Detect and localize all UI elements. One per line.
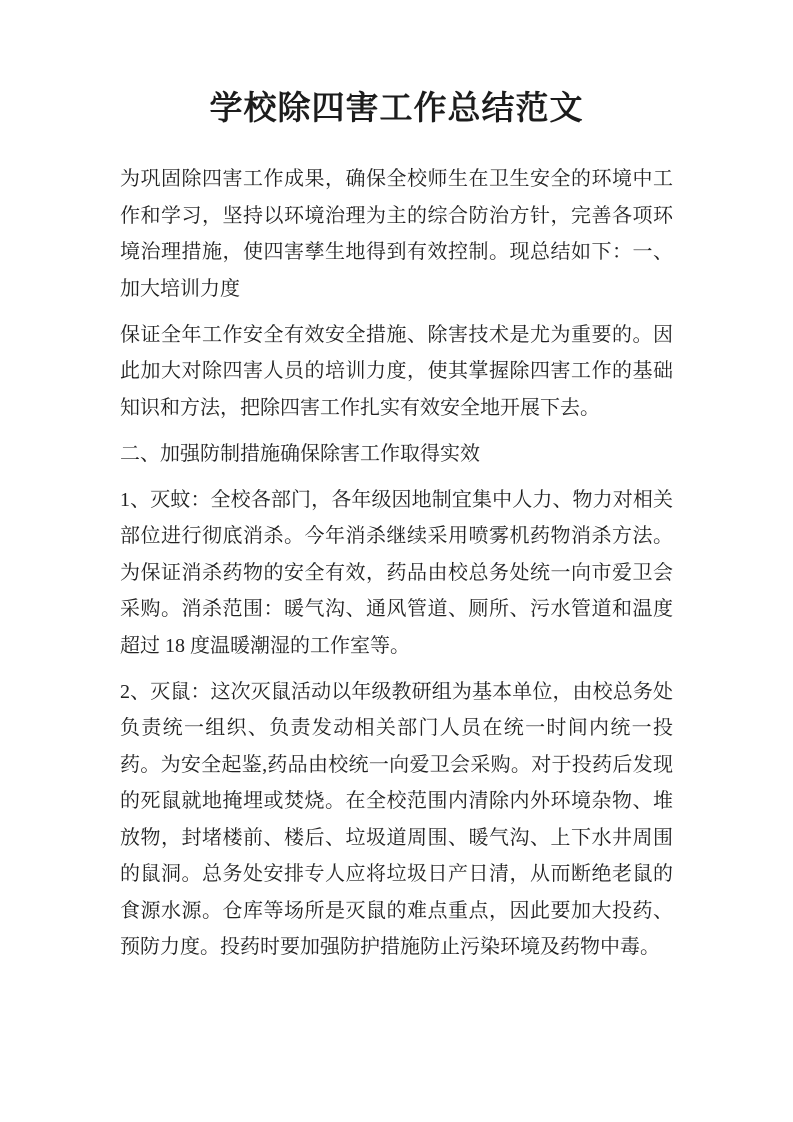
paragraph-mosquito-control: 1、灭蚊：全校各部门，各年级因地制宜集中人力、物力对相关部位进行彻底消杀。今年消杀继续采用喷雾机药物消杀方法。为保证消杀药物的安全有效，药品由校总务处统一向市爱卫会采购。消杀范围：暖气沟、通风管道、厕所、污水管道和温度超过 18 度温暖潮湿的工作室等。 (120, 488, 673, 657)
paragraph-rodent-control: 2、灭鼠：这次灭鼠活动以年级教研组为基本单位，由校总务处负责统一组织、负责发动相关部门人员在统一时间内统一投药。为安全起鉴,药品由校统一向爱卫会采购。对于投药后发现的死鼠就地掩埋或焚烧。在全校范围内清除内外环境杂物、堆放物，封堵楼前、楼后、垃圾道周围、暖气沟、上下水井周围的鼠洞。总务处安排专人应将垃圾日产日清，从而断绝老鼠的食源水源。仓库等场所是灭鼠的难点重点，因此要加大投药、预防力度。投药时要加强防护措施防止污染环境及药物中毒。 (120, 680, 673, 958)
paragraph-intro: 为巩固除四害工作成果，确保全校师生在卫生安全的环境中工作和学习，坚持以环境治理为主的综合防治方针，完善各项环境治理措施，使四害孳生地得到有效控制。现总结如下：一、加大培训力度 (120, 168, 673, 300)
paragraph-section-heading: 二、加强防制措施确保除害工作取得实效 (120, 442, 480, 465)
paragraph-training: 保证全年工作安全有效安全措施、除害技术是尤为重要的。因此加大对除四害人员的培训力度，使其掌握除四害工作的基础知识和方法，把除四害工作扎实有效安全地开展下去。 (120, 323, 673, 419)
document-body (120, 161, 673, 966)
document-title: 学校除四害工作总结范文 (209, 91, 584, 127)
